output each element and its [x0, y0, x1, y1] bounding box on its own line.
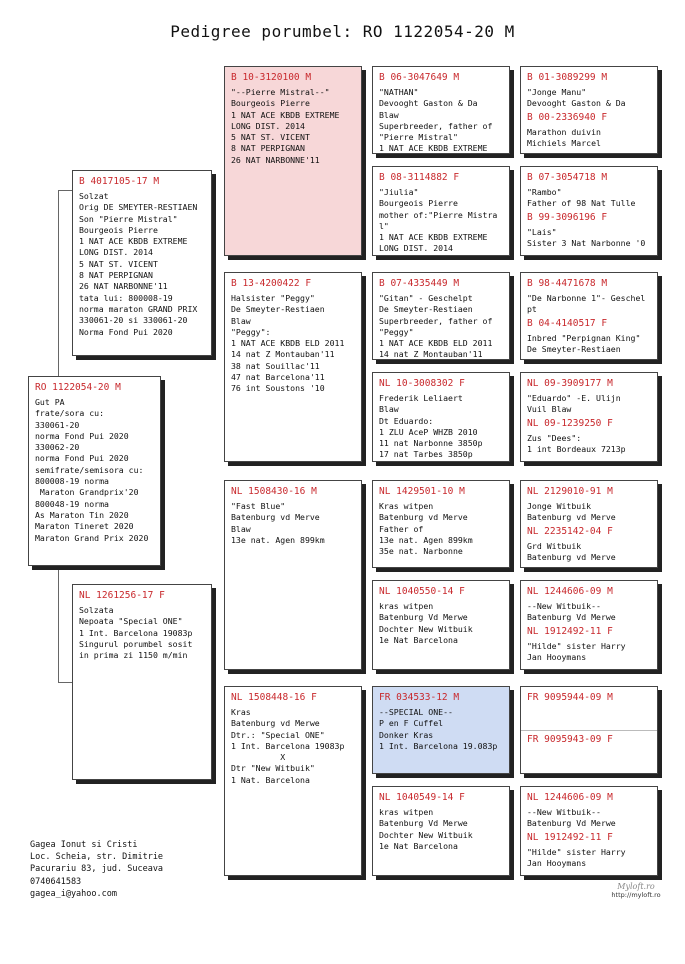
text-line: "De Narbonne 1"- Geschel — [527, 293, 646, 303]
text-line: norma Fond Pui 2020 — [35, 430, 129, 441]
text-line: Grd Witbuik — [527, 541, 582, 551]
gggp-pair-card[interactable] — [520, 166, 658, 256]
ggp-notes-2 — [373, 184, 509, 255]
ggp-notes-7 — [373, 704, 509, 752]
gggp-sire-notes — [521, 704, 657, 707]
text-line: Dochter New Witbuik — [379, 829, 473, 840]
text-line: Nepoata "Special ONE" — [79, 616, 183, 627]
text-line: 1 Int. Barcelona 19083p — [79, 627, 193, 638]
text-line: Loc. Scheia, str. Dimitrie — [30, 852, 164, 863]
text-line: Jan Hooymans — [527, 858, 587, 869]
subject-ring: RO 1122054-20 M — [35, 382, 121, 393]
text-line: 1e Nat Barcelona — [379, 840, 458, 851]
watermark — [605, 882, 667, 899]
text-line: 1 NAT ACE KBDB EXTREME — [379, 143, 488, 154]
sire-sire-ring: B 10-3120100 M — [231, 72, 312, 83]
text-line: "Jiulia" — [379, 187, 419, 197]
ggp-ring-3: B 07-4335449 M — [379, 278, 460, 289]
text-line: 35e nat. Narbonne — [379, 546, 463, 557]
gggp-pair-card[interactable] — [520, 372, 658, 462]
text-line: Devooght Gaston & Da — [379, 98, 478, 109]
ggp-card-1[interactable] — [372, 66, 510, 154]
dam-card[interactable] — [72, 584, 212, 780]
ggp-ring-7: FR 034533-12 M — [379, 692, 460, 703]
text-line: Bourgeois Pierre — [79, 224, 158, 235]
text-line: gagea_i@yahoo.com — [30, 888, 117, 899]
ggp-card-4[interactable] — [372, 372, 510, 462]
text-line: 76 int Soustons '10 — [231, 383, 325, 394]
gggp-dam-ring: B 04-4140517 F — [527, 318, 608, 329]
text-line: Gagea Ionut si Cristi — [30, 840, 138, 850]
sire-sire-notes — [225, 84, 361, 166]
ggp-card-5[interactable] — [372, 480, 510, 568]
gggp-dam-notes — [527, 330, 651, 356]
text-line: --New Witbuik-- — [527, 601, 601, 611]
text-line: semifrate/semisora cu: — [35, 464, 144, 475]
gggp-sire-notes — [521, 804, 657, 830]
sire-dam-notes — [225, 290, 361, 395]
connector-line — [58, 682, 72, 683]
gggp-sire-ring: NL 1244606-09 M — [527, 792, 613, 803]
gggp-pair-card[interactable] — [520, 786, 658, 876]
text-line: Dtr "New Witbuik" — [231, 763, 315, 774]
text-line: 0740641583 — [30, 876, 82, 887]
text-line: 330061-20 — [35, 419, 80, 430]
text-line: 38 nat Souillac'11 — [231, 360, 320, 371]
ggp-card-8[interactable] — [372, 786, 510, 876]
text-line: 1 NAT ACE KBDB EXTREME — [379, 232, 488, 243]
text-line: "Gitan" - Geschelpt — [379, 293, 473, 303]
text-line: Batenburg vd Merve — [379, 512, 468, 523]
gggp-sire-notes — [521, 498, 657, 524]
watermark-signature: Myloft.ro — [617, 882, 655, 891]
text-line: Vuil Blaw — [527, 404, 572, 415]
text-line: Superbreeder, father of — [379, 120, 493, 131]
text-line: "--Pierre Mistral--" — [231, 87, 330, 97]
text-line: Solzata — [79, 605, 114, 615]
text-line: 14 nat Z Montauban'11 — [231, 349, 335, 360]
dam-dam-notes — [225, 704, 361, 786]
text-line: Dochter New Witbuik — [379, 623, 473, 634]
gggp-dam-notes — [527, 844, 651, 870]
text-line: 11 nat Narbonne 3850p — [379, 438, 483, 449]
dam-dam-ring: NL 1508448-16 F — [231, 692, 317, 703]
text-line: Donker Kras — [379, 729, 434, 740]
text-line: "Peggy": — [231, 326, 271, 337]
sire-notes — [73, 188, 211, 338]
dam-sire-card[interactable] — [224, 480, 362, 670]
text-line: Michiels Marcel — [527, 138, 601, 149]
text-line: Blaw — [231, 315, 251, 326]
gggp-dam-ring: NL 2235142-04 F — [527, 526, 613, 537]
gggp-dam-ring: B 99-3096196 F — [527, 212, 608, 223]
text-line: "Hilde" sister Harry — [527, 847, 626, 857]
text-line: Father of 98 Nat Tulle — [527, 198, 636, 209]
text-line: Maraton Grand Prix 2020 — [35, 532, 149, 543]
gggp-sire-ring: B 07-3054718 M — [527, 172, 608, 183]
gggp-sire-notes — [521, 598, 657, 624]
text-line: Halsister "Peggy" — [231, 293, 315, 303]
text-line: Batenburg Vd Merwe — [527, 818, 616, 829]
text-line: kras witpen — [379, 807, 434, 817]
gggp-sire-ring: B 98-4471678 M — [527, 278, 608, 289]
gggp-dam-ring: FR 9095943-09 F — [527, 734, 613, 745]
text-line: LONG DIST. 2014 — [231, 120, 305, 131]
ggp-ring-5: NL 1429501-10 M — [379, 486, 465, 497]
text-line: Jonge Witbuik — [527, 501, 592, 511]
text-line: 47 nat Barcelona'11 — [231, 372, 325, 383]
ggp-ring-8: NL 1040549-14 F — [379, 792, 465, 803]
text-line: 26 NAT NARBONNE'11 — [231, 154, 320, 165]
text-line: 330062-20 — [35, 442, 80, 453]
pair-divider — [521, 730, 657, 731]
ggp-card-3[interactable] — [372, 272, 510, 360]
text-line: Zus "Dees": — [527, 433, 582, 443]
gggp-sire-notes — [521, 184, 657, 210]
text-line: 26 NAT NARBONNE'11 — [79, 281, 168, 292]
sire-dam-ring: B 13-4200422 F — [231, 278, 312, 289]
gggp-dam-notes — [527, 224, 651, 250]
text-line: 1 NAT ACE KBDB EXTREME — [79, 236, 188, 247]
text-line: Marathon duivin — [527, 127, 601, 137]
text-line: Frederik Leliaert — [379, 393, 463, 403]
ggp-notes-3 — [373, 290, 509, 360]
sire-sire-card[interactable] — [224, 66, 362, 256]
text-line: 8 NAT PERPIGNAN — [79, 270, 153, 281]
text-line: --New Witbuik-- — [527, 807, 601, 817]
ggp-notes-4 — [373, 390, 509, 461]
text-line: 17 nat Tarbes 3850p — [379, 449, 473, 460]
text-line: "Lais" — [527, 227, 557, 237]
sire-dam-card[interactable] — [224, 272, 362, 462]
gggp-sire-ring: NL 09-3909177 M — [527, 378, 613, 389]
text-line: 1 NAT ACE KBDB EXTREME — [231, 109, 340, 120]
text-line: Dtr.: "Special ONE" — [231, 729, 325, 740]
text-line: Singurul porumbel sosit — [79, 638, 193, 649]
ggp-card-2[interactable] — [372, 166, 510, 256]
text-line: 5 NAT ST. VICENT — [231, 132, 310, 143]
text-line: 14 nat Z Montauban'11 — [379, 349, 483, 360]
text-line: "Rambo" — [527, 187, 562, 197]
text-line: tata lui: 800008-19 — [79, 292, 173, 303]
text-line: Bourgeois Pierre — [379, 198, 458, 209]
text-line: Maraton Tineret 2020 — [35, 521, 134, 532]
text-line: As Maraton Tin 2020 — [35, 509, 129, 520]
text-line: Blaw — [379, 109, 399, 120]
breeder-contact — [30, 839, 163, 900]
text-line: De Smeyter-Restiaen — [231, 304, 325, 315]
text-line: Solzat — [79, 191, 109, 201]
text-line: 1 NAT ACE KBDB ELD 2011 — [231, 338, 345, 349]
text-line: 1 Int. Barcelona 19.083p — [379, 740, 498, 751]
subject-notes — [29, 394, 160, 544]
text-line: Blaw — [231, 523, 251, 534]
text-line: 5 NAT ST. VICENT — [79, 258, 158, 269]
gggp-pair-card[interactable] — [520, 480, 658, 568]
text-line: LONG DIST. 2014 — [379, 243, 453, 254]
gggp-dam-ring: B 00-2336940 F — [527, 112, 608, 123]
text-line: De Smeyter-Restiaen — [379, 304, 473, 315]
text-line: 8 NAT PERPIGNAN — [231, 143, 305, 154]
text-line: Orig DE SMEYTER-RESTIAEN — [79, 202, 198, 213]
text-line: mother of:"Pierre Mistra — [379, 209, 498, 220]
text-line: "Eduardo" -E. Ulijn — [527, 393, 621, 403]
ggp-notes-5 — [373, 498, 509, 557]
text-line: "NATHAN" — [379, 87, 419, 97]
text-line: Jan Hooymans — [527, 652, 587, 663]
text-line: Batenburg vd Merve — [231, 512, 320, 523]
text-line: 13e nat. Agen 899km — [231, 534, 325, 545]
gggp-pair-card[interactable] — [520, 686, 658, 774]
ggp-notes-8 — [373, 804, 509, 852]
text-line: "Jonge Manu" — [527, 87, 587, 97]
ggp-ring-6: NL 1040550-14 F — [379, 586, 465, 597]
text-line: 1e Nat Barcelona — [379, 634, 458, 645]
gggp-dam-notes — [527, 538, 651, 564]
text-line: Norma Fond Pui 2020 — [79, 326, 173, 337]
gggp-dam-notes — [527, 430, 651, 456]
ggp-notes-6 — [373, 598, 509, 646]
subject-card[interactable] — [28, 376, 161, 566]
text-line: Batenburg vd Merve — [527, 552, 616, 563]
text-line: norma Fond Pui 2020 — [35, 453, 129, 464]
gggp-dam-notes — [527, 124, 651, 150]
gggp-dam-ring: NL 09-1239250 F — [527, 418, 613, 429]
text-line: Maraton Grandprix'20 — [35, 487, 139, 498]
text-line: De Smeyter-Restiaen — [527, 344, 621, 355]
gggp-sire-ring: B 01-3089299 M — [527, 72, 608, 83]
text-line: in prima zi 1150 m/min — [79, 650, 188, 661]
gggp-sire-ring: NL 2129010-91 M — [527, 486, 613, 497]
text-line: Batenburg Vd Merwe — [379, 612, 468, 623]
text-line: Gut PA — [35, 397, 65, 407]
dam-dam-card[interactable] — [224, 686, 362, 876]
ggp-card-6[interactable] — [372, 580, 510, 670]
text-line: Batenburg vd Merve — [527, 512, 616, 523]
gggp-pair-card[interactable] — [520, 580, 658, 670]
ggp-notes-1 — [373, 84, 509, 154]
text-line: Dt Eduardo: — [379, 415, 434, 426]
sire-ring: B 4017105-17 M — [79, 176, 160, 187]
text-line: Blaw — [379, 404, 399, 415]
text-line: "Hilde" sister Harry — [527, 641, 626, 651]
watermark-url: http://myloft.ro — [611, 891, 661, 899]
gggp-sire-ring: NL 1244606-09 M — [527, 586, 613, 597]
gggp-dam-ring: NL 1912492-11 F — [527, 832, 613, 843]
text-line: Pacurariu 83, jud. Suceava — [30, 864, 164, 875]
text-line: 1 Int. Barcelona 19083p — [231, 740, 345, 751]
ggp-ring-4: NL 10-3008302 F — [379, 378, 465, 389]
gggp-sire-notes — [521, 84, 657, 110]
text-line: Batenburg Vd Merwe — [527, 612, 616, 623]
text-line: 1 int Bordeaux 7213p — [527, 444, 626, 455]
ggp-card-7[interactable] — [372, 686, 510, 774]
text-line: Batenburg vd Merwe — [231, 718, 320, 729]
text-line: Sister 3 Nat Narbonne '0 — [527, 238, 646, 249]
text-line: 800048-19 norma — [35, 498, 109, 509]
text-line: kras witpen — [379, 601, 434, 611]
text-line: Batenburg Vd Merwe — [379, 818, 468, 829]
gggp-sire-ring: FR 9095944-09 M — [527, 692, 613, 703]
gggp-pair-card[interactable] — [520, 66, 658, 154]
text-line: l" — [379, 220, 389, 231]
connector-line — [58, 190, 72, 191]
sire-card[interactable] — [72, 170, 212, 356]
text-line: pt — [527, 304, 537, 315]
text-line: 1 Nat. Barcelona — [231, 774, 310, 785]
text-line: 800008-19 norma — [35, 476, 109, 487]
gggp-sire-notes — [521, 290, 657, 316]
text-line: 1 ZLU AceP WHZB 2010 — [379, 426, 478, 437]
text-line: frate/sora cu: — [35, 408, 105, 419]
text-line: --SPECIAL ONE-- — [379, 707, 453, 717]
gggp-sire-notes — [521, 390, 657, 416]
gggp-dam-ring: NL 1912492-11 F — [527, 626, 613, 637]
text-line: "Pierre Mistral" — [379, 132, 458, 143]
text-line: Devooght Gaston & Da — [527, 98, 626, 109]
gggp-dam-notes — [527, 746, 651, 749]
text-line: Son "Pierre Mistral" — [79, 213, 178, 224]
dam-sire-notes — [225, 498, 361, 546]
text-line: X — [231, 752, 286, 763]
text-line: 13e nat. Agen 899km — [379, 534, 473, 545]
dam-ring: NL 1261256-17 F — [79, 590, 165, 601]
ggp-ring-1: B 06-3047649 M — [379, 72, 460, 83]
text-line: P en F Cuffel — [379, 718, 444, 729]
text-line: Kras — [231, 707, 251, 717]
text-line: Superbreeder, father of — [379, 315, 493, 326]
gggp-pair-card[interactable] — [520, 272, 658, 360]
text-line: LONG DIST. 2014 — [79, 247, 153, 258]
text-line: 330061-20 si 330061-20 — [79, 315, 188, 326]
text-line: norma maraton GRAND PRIX — [79, 303, 198, 314]
dam-notes — [73, 602, 211, 661]
text-line: Bourgeois Pierre — [231, 98, 310, 109]
text-line: 1 NAT ACE KBDB ELD 2011 — [379, 338, 493, 349]
text-line: Kras witpen — [379, 501, 434, 511]
text-line: "Fast Blue" — [231, 501, 286, 511]
dam-sire-ring: NL 1508430-16 M — [231, 486, 317, 497]
text-line: Inbred "Perpignan King" — [527, 333, 641, 343]
gggp-dam-notes — [527, 638, 651, 664]
text-line: "Peggy" — [379, 326, 414, 337]
page-title: Pedigree porumbel: RO 1122054-20 M — [170, 22, 515, 41]
text-line: Father of — [379, 523, 424, 534]
ggp-ring-2: B 08-3114882 F — [379, 172, 460, 183]
